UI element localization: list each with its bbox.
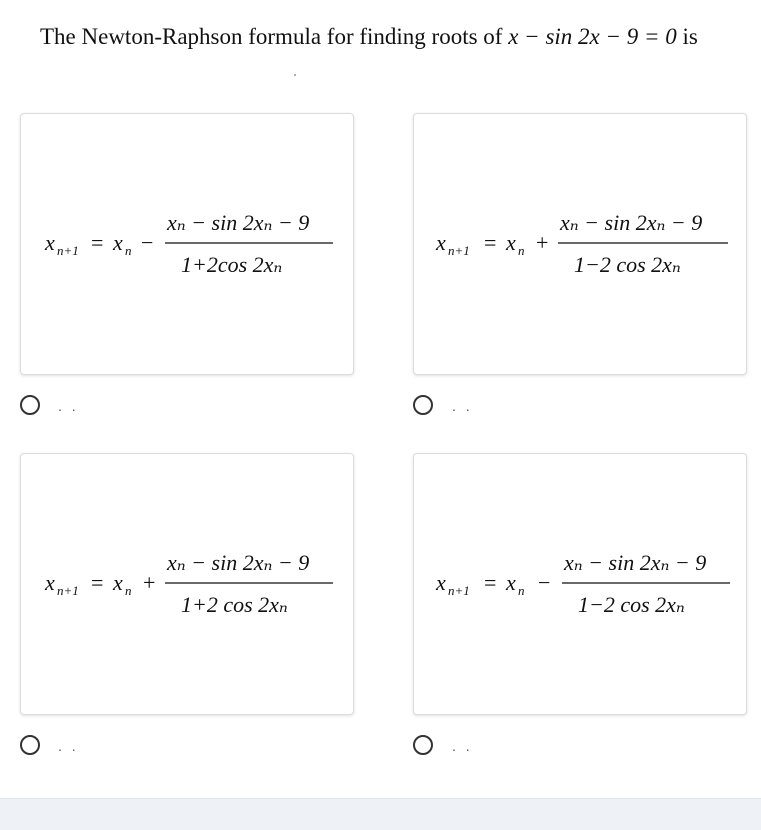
formula-lhs-sub: n+1 [448, 583, 470, 598]
formula-denominator: 1−2 cos 2xₙ [578, 592, 685, 617]
formula-lhs: x [45, 230, 55, 255]
formula-b [414, 114, 748, 376]
formula-rhs-sub: n [518, 243, 525, 258]
formula-lhs-sub: n+1 [57, 243, 79, 258]
formula-rhs-sub: n [125, 243, 132, 258]
svg-text:=: = [91, 230, 104, 255]
question-prefix: The Newton-Raphson formula for finding roots of [40, 24, 509, 49]
formula-denominator: 1+2cos 2xₙ [181, 252, 283, 277]
formula-sign: + [536, 230, 549, 255]
stray-dot [294, 74, 296, 76]
svg-text:=: = [91, 570, 104, 595]
formula-lhs-sub: n+1 [448, 243, 470, 258]
option-card-d[interactable] [413, 453, 747, 715]
formula-rhs-x: x [113, 570, 123, 595]
option-radio-c[interactable] [20, 735, 40, 755]
formula-a [21, 114, 355, 376]
formula-sign: − [141, 230, 154, 255]
formula-rhs-x: x [506, 570, 516, 595]
formula-rhs-x: x [506, 230, 516, 255]
option-label-c: . . [58, 738, 79, 754]
formula-lhs-sub: n+1 [57, 583, 79, 598]
formula-sign: + [143, 570, 156, 595]
formula-lhs: x [45, 570, 55, 595]
formula-numerator: xₙ − sin 2xₙ − 9 [167, 210, 310, 235]
question-equation: x − sin 2x − 9 = 0 [508, 24, 677, 49]
option-card-a[interactable] [20, 113, 354, 375]
option-card-b[interactable] [413, 113, 747, 375]
formula-rhs-x: x [113, 230, 123, 255]
formula-denominator: 1−2 cos 2xₙ [574, 252, 681, 277]
formula-denominator: 1+2 cos 2xₙ [181, 592, 288, 617]
formula-lhs: x [436, 230, 446, 255]
question-suffix: is [676, 24, 698, 49]
formula-numerator: xₙ − sin 2xₙ − 9 [167, 550, 310, 575]
question-text [40, 24, 755, 50]
formula-rhs-sub: n [125, 583, 132, 598]
formula-sign: − [538, 570, 551, 595]
option-label-a: . . [58, 398, 79, 414]
option-card-c[interactable] [20, 453, 354, 715]
formula-d [414, 454, 748, 716]
formula-numerator: xₙ − sin 2xₙ − 9 [564, 550, 707, 575]
formula-rhs-sub: n [518, 583, 525, 598]
formula-lhs: x [436, 570, 446, 595]
option-radio-b[interactable] [413, 395, 433, 415]
option-label-d: . . [452, 738, 473, 754]
formula-numerator: xₙ − sin 2xₙ − 9 [560, 210, 703, 235]
option-radio-d[interactable] [413, 735, 433, 755]
formula-c [21, 454, 355, 716]
svg-text:=: = [484, 230, 497, 255]
footer-bar [0, 798, 761, 830]
option-radio-a[interactable] [20, 395, 40, 415]
svg-text:=: = [484, 570, 497, 595]
option-label-b: . . [452, 398, 473, 414]
